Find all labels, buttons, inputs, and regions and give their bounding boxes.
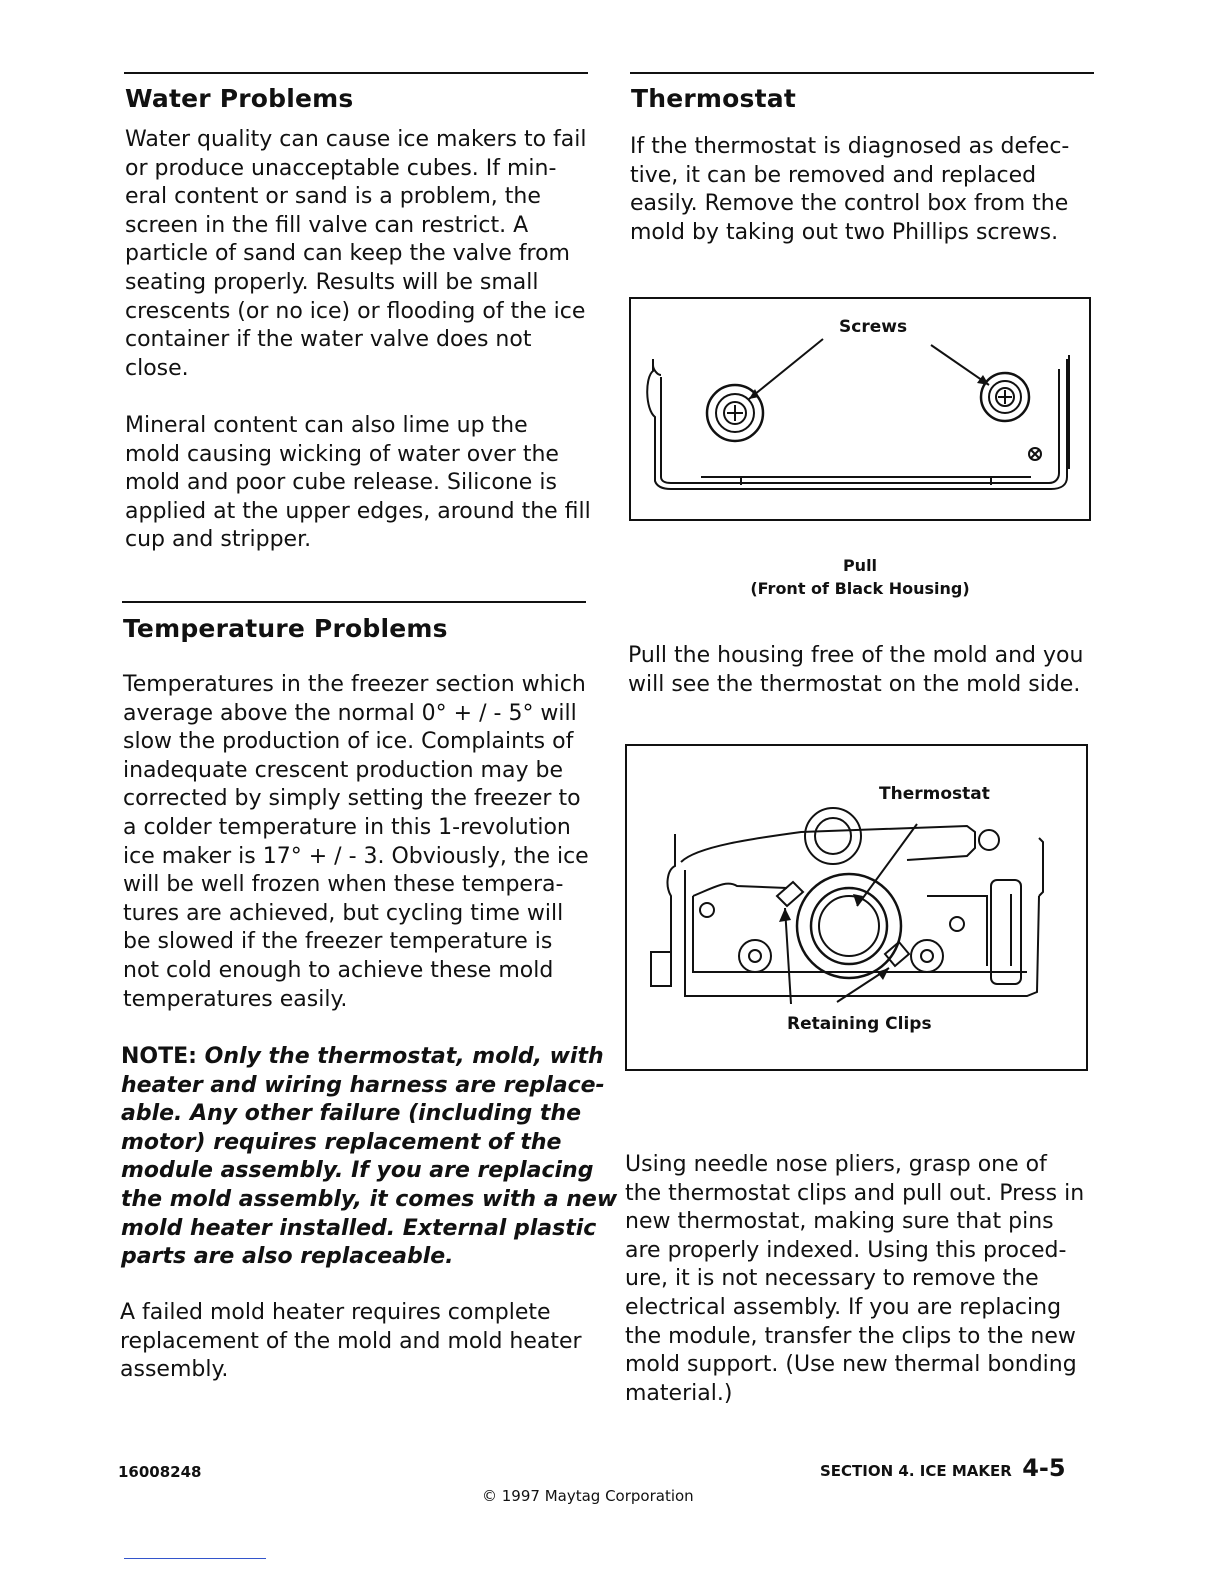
thermostat-paragraph-2: Pull the housing free of the mold and you will see the thermostat on the mold side. <box>628 643 1084 697</box>
control-box-screws-figure <box>629 297 1091 521</box>
page-edge-line <box>124 1558 266 1559</box>
temperature-problems-heading: Temperature Problems <box>123 614 448 643</box>
water-section-rule <box>124 72 588 74</box>
document-number: 16008248 <box>118 1463 202 1481</box>
replaceable-parts-note: NOTE: Only the thermostat, mold, with heater and wiring harness are replace- able. Any other failure (including the motor) requires replacement of the module assembly. If you are replacing the mold assembly, it comes with a new mold heater installed. External plastic parts are also replaceable. <box>121 1044 618 1270</box>
thermostat-section-rule <box>630 72 1094 74</box>
temperature-problems-paragraph-2: A failed mold heater requires complete replacement of the mold and mold heater assembly. <box>120 1300 582 1383</box>
figure1-caption: Pull (Front of Black Housing) <box>750 556 970 598</box>
page-number: 4-5 <box>1022 1454 1066 1482</box>
water-problems-heading: Water Problems <box>125 84 354 113</box>
thermostat-paragraph-1: If the thermostat is diagnosed as defec- tive, it can be removed and replaced easily. Remove the control box from the mold by taking out two Phillips screws. <box>630 134 1070 245</box>
thermostat-heading: Thermostat <box>631 84 797 113</box>
thermostat-label: Thermostat <box>879 784 990 804</box>
retaining-clips-label: Retaining Clips <box>787 1014 932 1034</box>
thermostat-clips-figure <box>625 744 1088 1071</box>
note-label: NOTE: <box>121 1044 197 1069</box>
temperature-section-rule <box>122 601 586 603</box>
water-problems-paragraph-2: Mineral content can also lime up the mold causing wicking of water over the mold and poor cube release. Silicone is applied at the upper edges, around the fill cup and stripper. <box>125 413 591 553</box>
section-title: SECTION 4. ICE MAKER <box>820 1462 1012 1480</box>
thermostat-paragraph-3: Using needle nose pliers, grasp one of the thermostat clips and pull out. Press in new thermostat, making sure that pins are properly indexed. Using this proced- ure, it is not necessary to remove the electrical assembly. If you are replacing the module, transfer the clips to the new mold support. (Use new thermal bonding material.) <box>625 1152 1085 1406</box>
copyright: © 1997 Maytag Corporation <box>482 1487 694 1505</box>
screws-label: Screws <box>839 317 908 337</box>
temperature-problems-paragraph-1: Temperatures in the freezer section which average above the normal 0° + / - 5° will slow the production of ice. Complaints of inadequate crescent production may be corrected by simply setting the freezer to a colder temperature in this 1-revolution ice maker is 17° + / - 3. Obviously, the ice will be well frozen when these tempera- tures are achieved, but cycling time will be slowed if the freezer temperature is not cold enough to achieve these mold temperatures easily. <box>123 672 589 1012</box>
section-footer <box>820 1454 1066 1482</box>
water-problems-paragraph-1: Water quality can cause ice makers to fail or produce unacceptable cubes. If min- eral content or sand is a problem, the screen in the fill valve can restrict. A particle of sand can keep the valve from seating properly. Results will be small crescents (or no ice) or flooding of the ice container if the water valve does not close. <box>125 127 587 381</box>
